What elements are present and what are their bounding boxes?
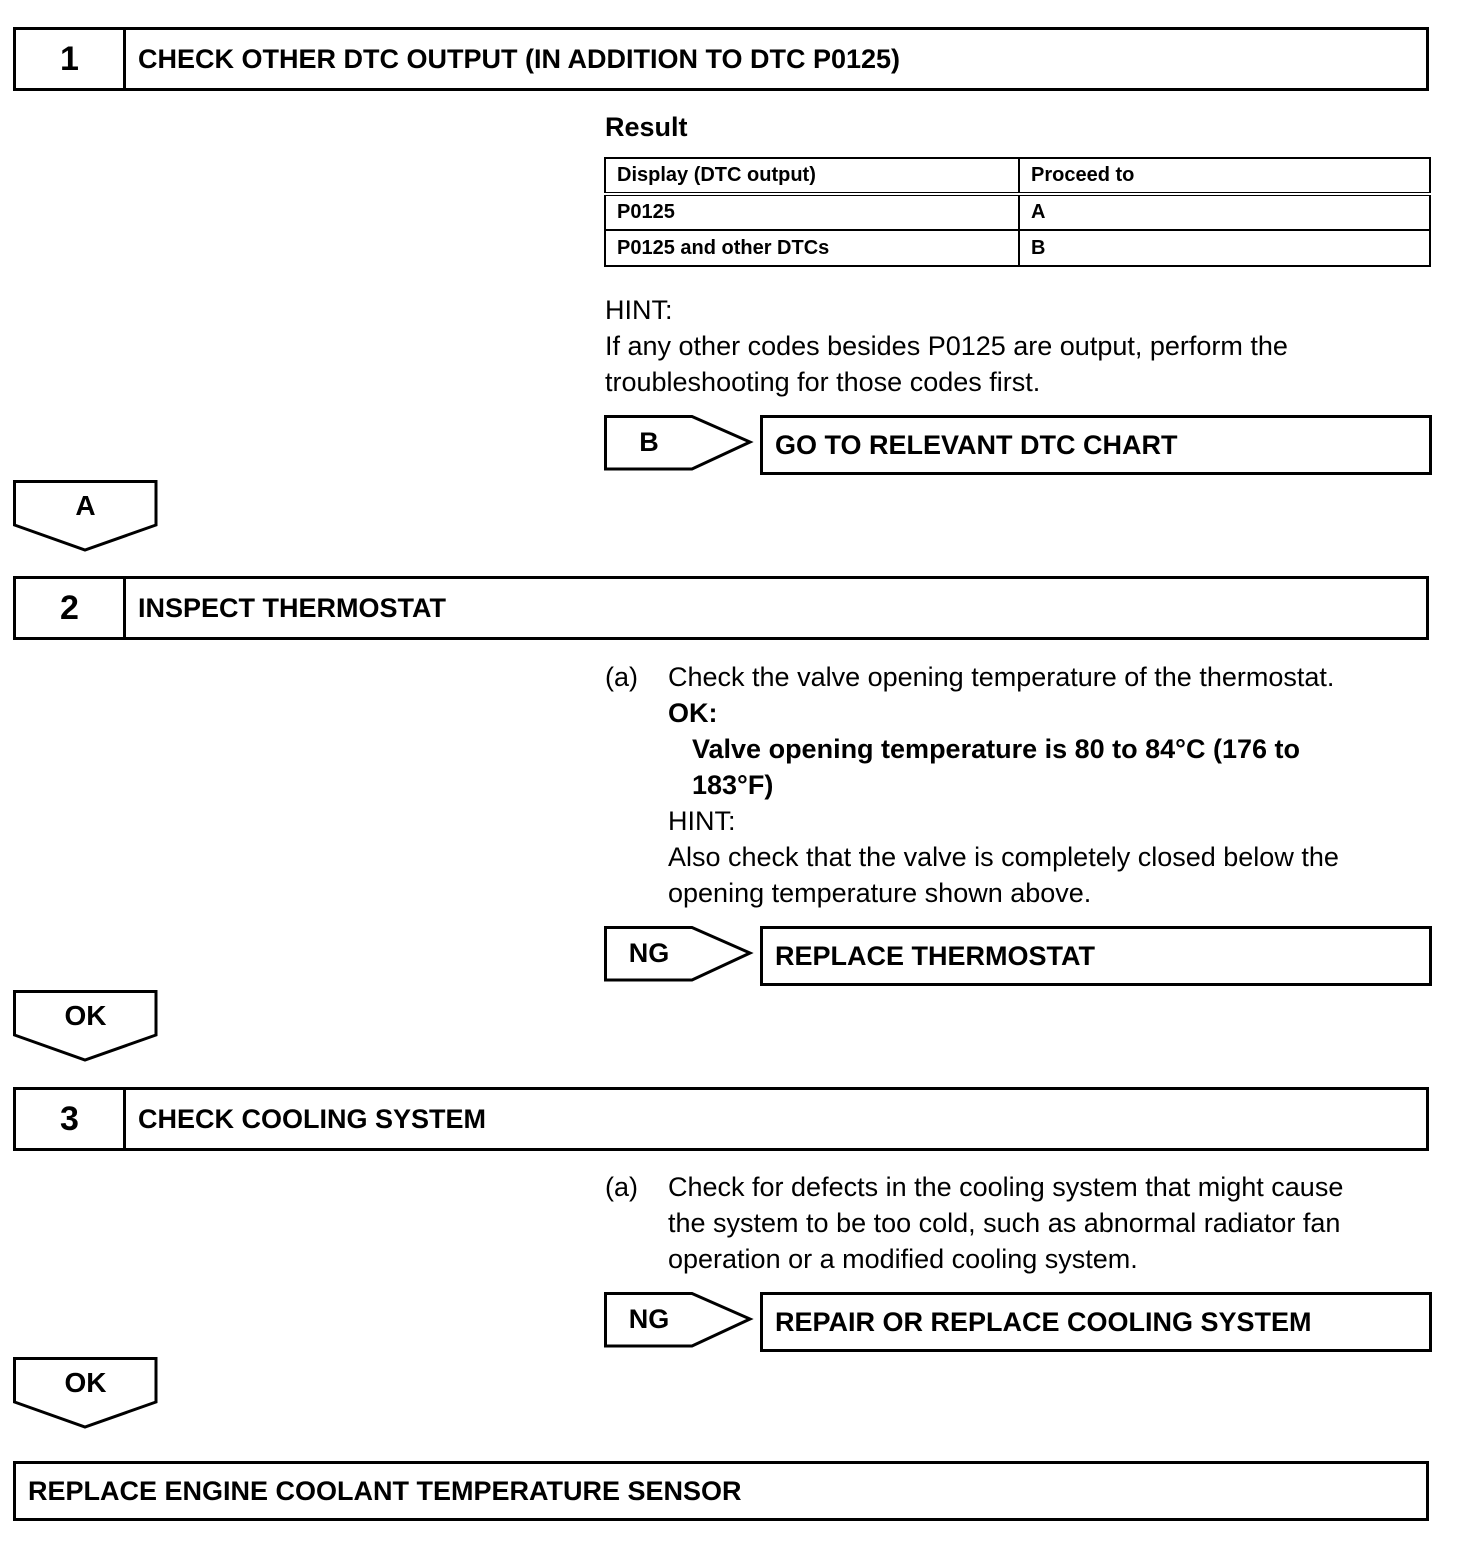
- step-3-header: [13, 1087, 1429, 1151]
- step-title: INSPECT THERMOSTAT: [138, 592, 446, 623]
- item-text: operation or a modified cooling system.: [668, 1244, 1138, 1274]
- hint-text: troubleshooting for those codes first.: [605, 367, 1041, 397]
- result-heading: Result: [605, 112, 688, 142]
- item-text: the system to be too cold, such as abnormal radiator fan: [668, 1208, 1341, 1238]
- table-header-cell: Proceed to: [1019, 158, 1430, 194]
- item-text: Check for defects in the cooling system that might cause: [668, 1172, 1344, 1202]
- item-text: Check the valve opening temperature of the thermostat.: [668, 662, 1335, 692]
- step-2-header: [13, 576, 1429, 640]
- continue-a: [13, 480, 158, 552]
- step-number: 2: [16, 579, 126, 637]
- hint-text: If any other codes besides P0125 are output, perform the: [605, 331, 1288, 361]
- table-row: [605, 194, 1430, 230]
- table-cell: A: [1019, 194, 1430, 230]
- item-marker: (a): [605, 662, 638, 692]
- continue-ok: [13, 990, 158, 1062]
- hint-text: Also check that the valve is completely closed below the: [668, 842, 1339, 872]
- continue-label: A: [75, 490, 96, 521]
- ok-label: OK:: [668, 698, 718, 728]
- spec-text: Valve opening temperature is 80 to 84°C (176 to: [692, 734, 1301, 764]
- hint-text: opening temperature shown above.: [668, 878, 1092, 908]
- continue-ok: [13, 1357, 158, 1429]
- step-title: CHECK OTHER DTC OUTPUT (IN ADDITION TO DTC P0125): [138, 43, 901, 74]
- branch-label: B: [639, 426, 659, 457]
- table-cell: B: [1019, 230, 1430, 266]
- hint-label: HINT:: [668, 806, 736, 836]
- branch-action: REPAIR OR REPLACE COOLING SYSTEM: [760, 1292, 1432, 1352]
- continue-label: OK: [64, 1367, 107, 1398]
- step-number: 3: [16, 1090, 126, 1148]
- item-marker: (a): [605, 1172, 638, 1202]
- branch-ng-thermostat: [604, 926, 1434, 988]
- spec-text: 183°F): [692, 770, 774, 800]
- step-number: 1: [16, 30, 126, 88]
- branch-action: GO TO RELEVANT DTC CHART: [760, 415, 1432, 475]
- table-header-cell: Display (DTC output): [605, 158, 1019, 194]
- hint-label: HINT:: [605, 295, 673, 325]
- branch-label: NG: [628, 1303, 670, 1334]
- table-row: [605, 230, 1430, 266]
- final-action: REPLACE ENGINE COOLANT TEMPERATURE SENSOR: [13, 1461, 1429, 1521]
- result-table: [604, 157, 1431, 267]
- step-title: CHECK COOLING SYSTEM: [138, 1103, 487, 1134]
- branch-ng-cooling: [604, 1292, 1434, 1354]
- table-cell: P0125 and other DTCs: [605, 230, 1019, 266]
- branch-action: REPLACE THERMOSTAT: [760, 926, 1432, 986]
- step-1-header: [13, 27, 1429, 91]
- branch-b: [604, 415, 1434, 477]
- table-header-row: [605, 158, 1430, 194]
- continue-label: OK: [64, 1000, 107, 1031]
- table-cell: P0125: [605, 194, 1019, 230]
- branch-label: NG: [628, 937, 670, 968]
